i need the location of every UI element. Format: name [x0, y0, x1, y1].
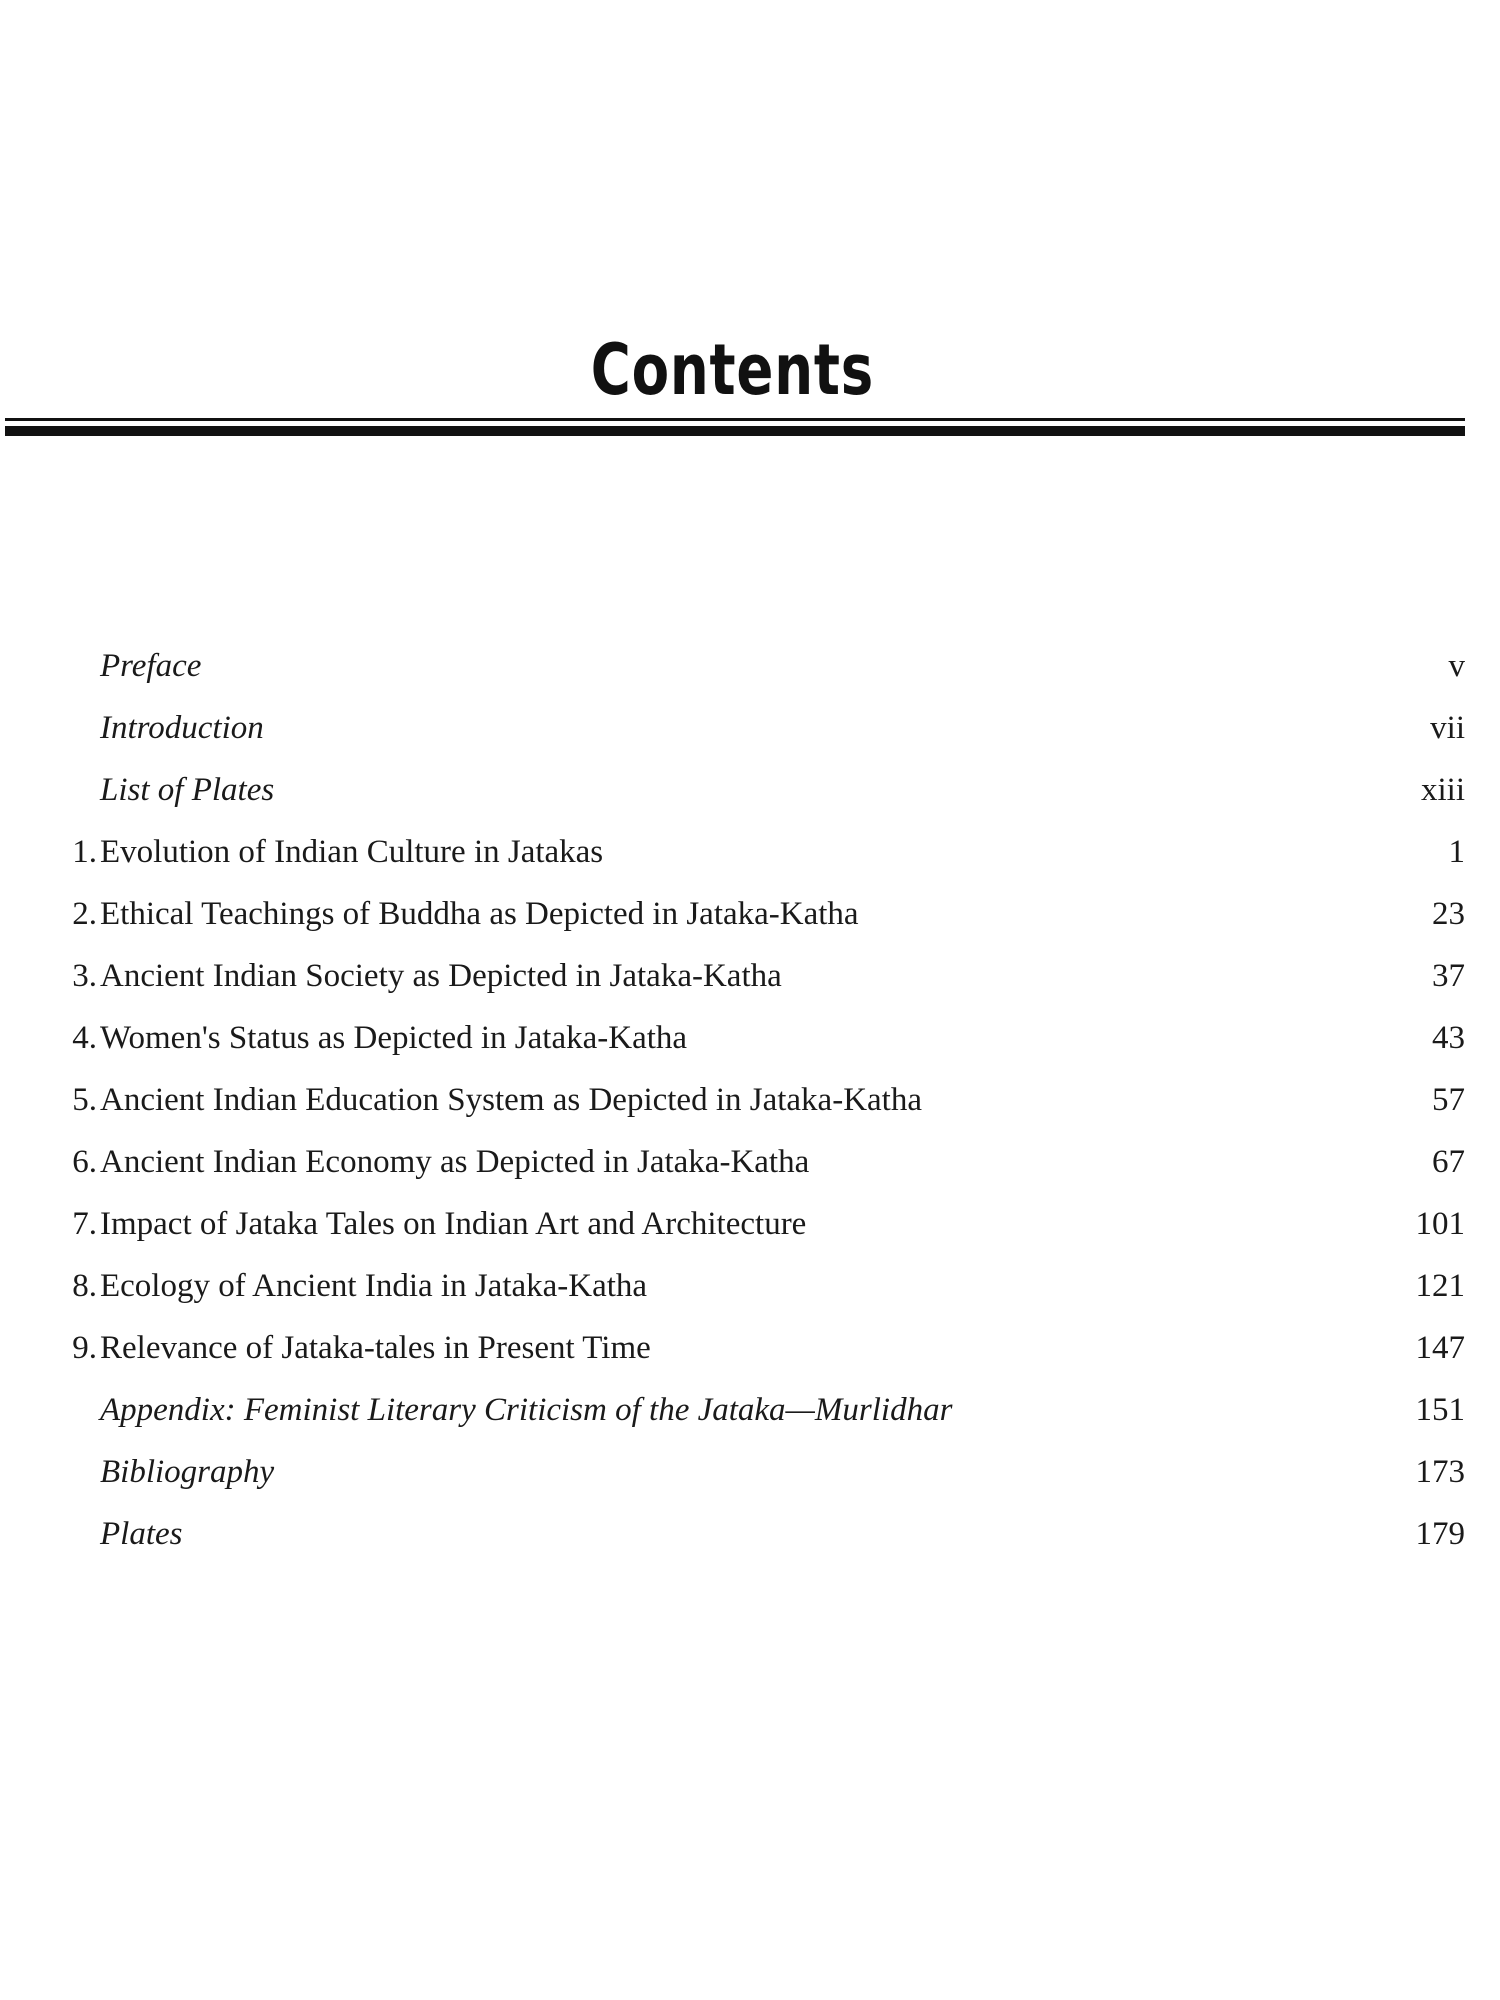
- toc-entry-title: Relevance of Jataka-tales in Present Time: [100, 1330, 651, 1366]
- toc-entry-page: 151: [1415, 1392, 1465, 1428]
- toc-entry-page: 57: [1432, 1082, 1465, 1118]
- toc-entry: [45, 759, 1465, 821]
- toc-entry-number: 9.: [72, 1330, 97, 1366]
- toc-entry: [45, 1255, 1465, 1317]
- toc-entry-page: 23: [1432, 896, 1465, 932]
- toc-entry-page: 173: [1415, 1454, 1465, 1490]
- toc-entry-number: 3.: [72, 958, 97, 994]
- toc-entry: [45, 1007, 1465, 1069]
- toc-entry-title: Ecology of Ancient India in Jataka-Katha: [100, 1268, 648, 1304]
- toc-entry-title: Introduction: [100, 710, 264, 746]
- toc-entry: [45, 1193, 1465, 1255]
- toc-entry-page: 43: [1432, 1020, 1465, 1056]
- toc-entry-title: List of Plates: [100, 772, 275, 808]
- toc-entry-title: Preface: [100, 648, 202, 684]
- toc-entry: [45, 945, 1465, 1007]
- toc-entry-number: 2.: [72, 896, 97, 932]
- toc-entry-page: 147: [1415, 1330, 1465, 1366]
- toc-entry-number: 4.: [72, 1020, 97, 1056]
- toc-entry-title: Ancient Indian Education System as Depicted in Jataka-Katha: [100, 1082, 922, 1118]
- toc-entry-page: 101: [1415, 1206, 1465, 1242]
- toc-entry-number: 1.: [72, 834, 97, 870]
- toc-entry-page: 37: [1432, 958, 1465, 994]
- toc-entry-title: Ethical Teachings of Buddha as Depicted in Jataka-Katha: [100, 896, 859, 932]
- toc-entry: [45, 821, 1465, 883]
- toc-entry-page: 121: [1415, 1268, 1465, 1304]
- toc-entry: [45, 883, 1465, 945]
- toc-entry: [45, 697, 1465, 759]
- toc-entry-page: v: [1448, 648, 1465, 684]
- toc-entry-title: Evolution of Indian Culture in Jatakas: [100, 834, 604, 870]
- toc-entry-title: Ancient Indian Economy as Depicted in Jataka-Katha: [100, 1144, 810, 1180]
- table-of-contents: [45, 635, 1465, 1565]
- toc-entry-page: xiii: [1420, 772, 1465, 808]
- toc-entry: [45, 1131, 1465, 1193]
- toc-entry-number: 8.: [72, 1268, 97, 1304]
- page-title: Contents: [590, 329, 875, 411]
- toc-entry: [45, 1379, 1465, 1441]
- toc-entry-number: 6.: [72, 1144, 97, 1180]
- toc-entry: [45, 1317, 1465, 1379]
- toc-entry-page: vii: [1430, 710, 1465, 746]
- toc-entry-title: Impact of Jataka Tales on Indian Art and Architecture: [100, 1206, 807, 1242]
- toc-entry: [45, 1441, 1465, 1503]
- title-rule-thick: [5, 426, 1465, 436]
- toc-entry: [45, 1503, 1465, 1565]
- toc-entry: [45, 1069, 1465, 1131]
- toc-entry-title: Plates: [100, 1516, 183, 1552]
- toc-entry-title: Bibliography: [100, 1454, 275, 1490]
- toc-entry-number: 7.: [72, 1206, 97, 1242]
- toc-entry-page: 1: [1448, 834, 1465, 870]
- toc-entry-page: 179: [1415, 1516, 1465, 1552]
- toc-entry: [45, 635, 1465, 697]
- toc-entry-page: 67: [1432, 1144, 1465, 1180]
- toc-entry-title: Appendix: Feminist Literary Criticism of the Jataka—Murlidhar: [100, 1392, 953, 1428]
- title-rule-thin: [5, 418, 1465, 421]
- toc-entry-title: Ancient Indian Society as Depicted in Jataka-Katha: [100, 958, 782, 994]
- toc-entry-number: 5.: [72, 1082, 97, 1118]
- toc-entry-title: Women's Status as Depicted in Jataka-Katha: [100, 1020, 688, 1056]
